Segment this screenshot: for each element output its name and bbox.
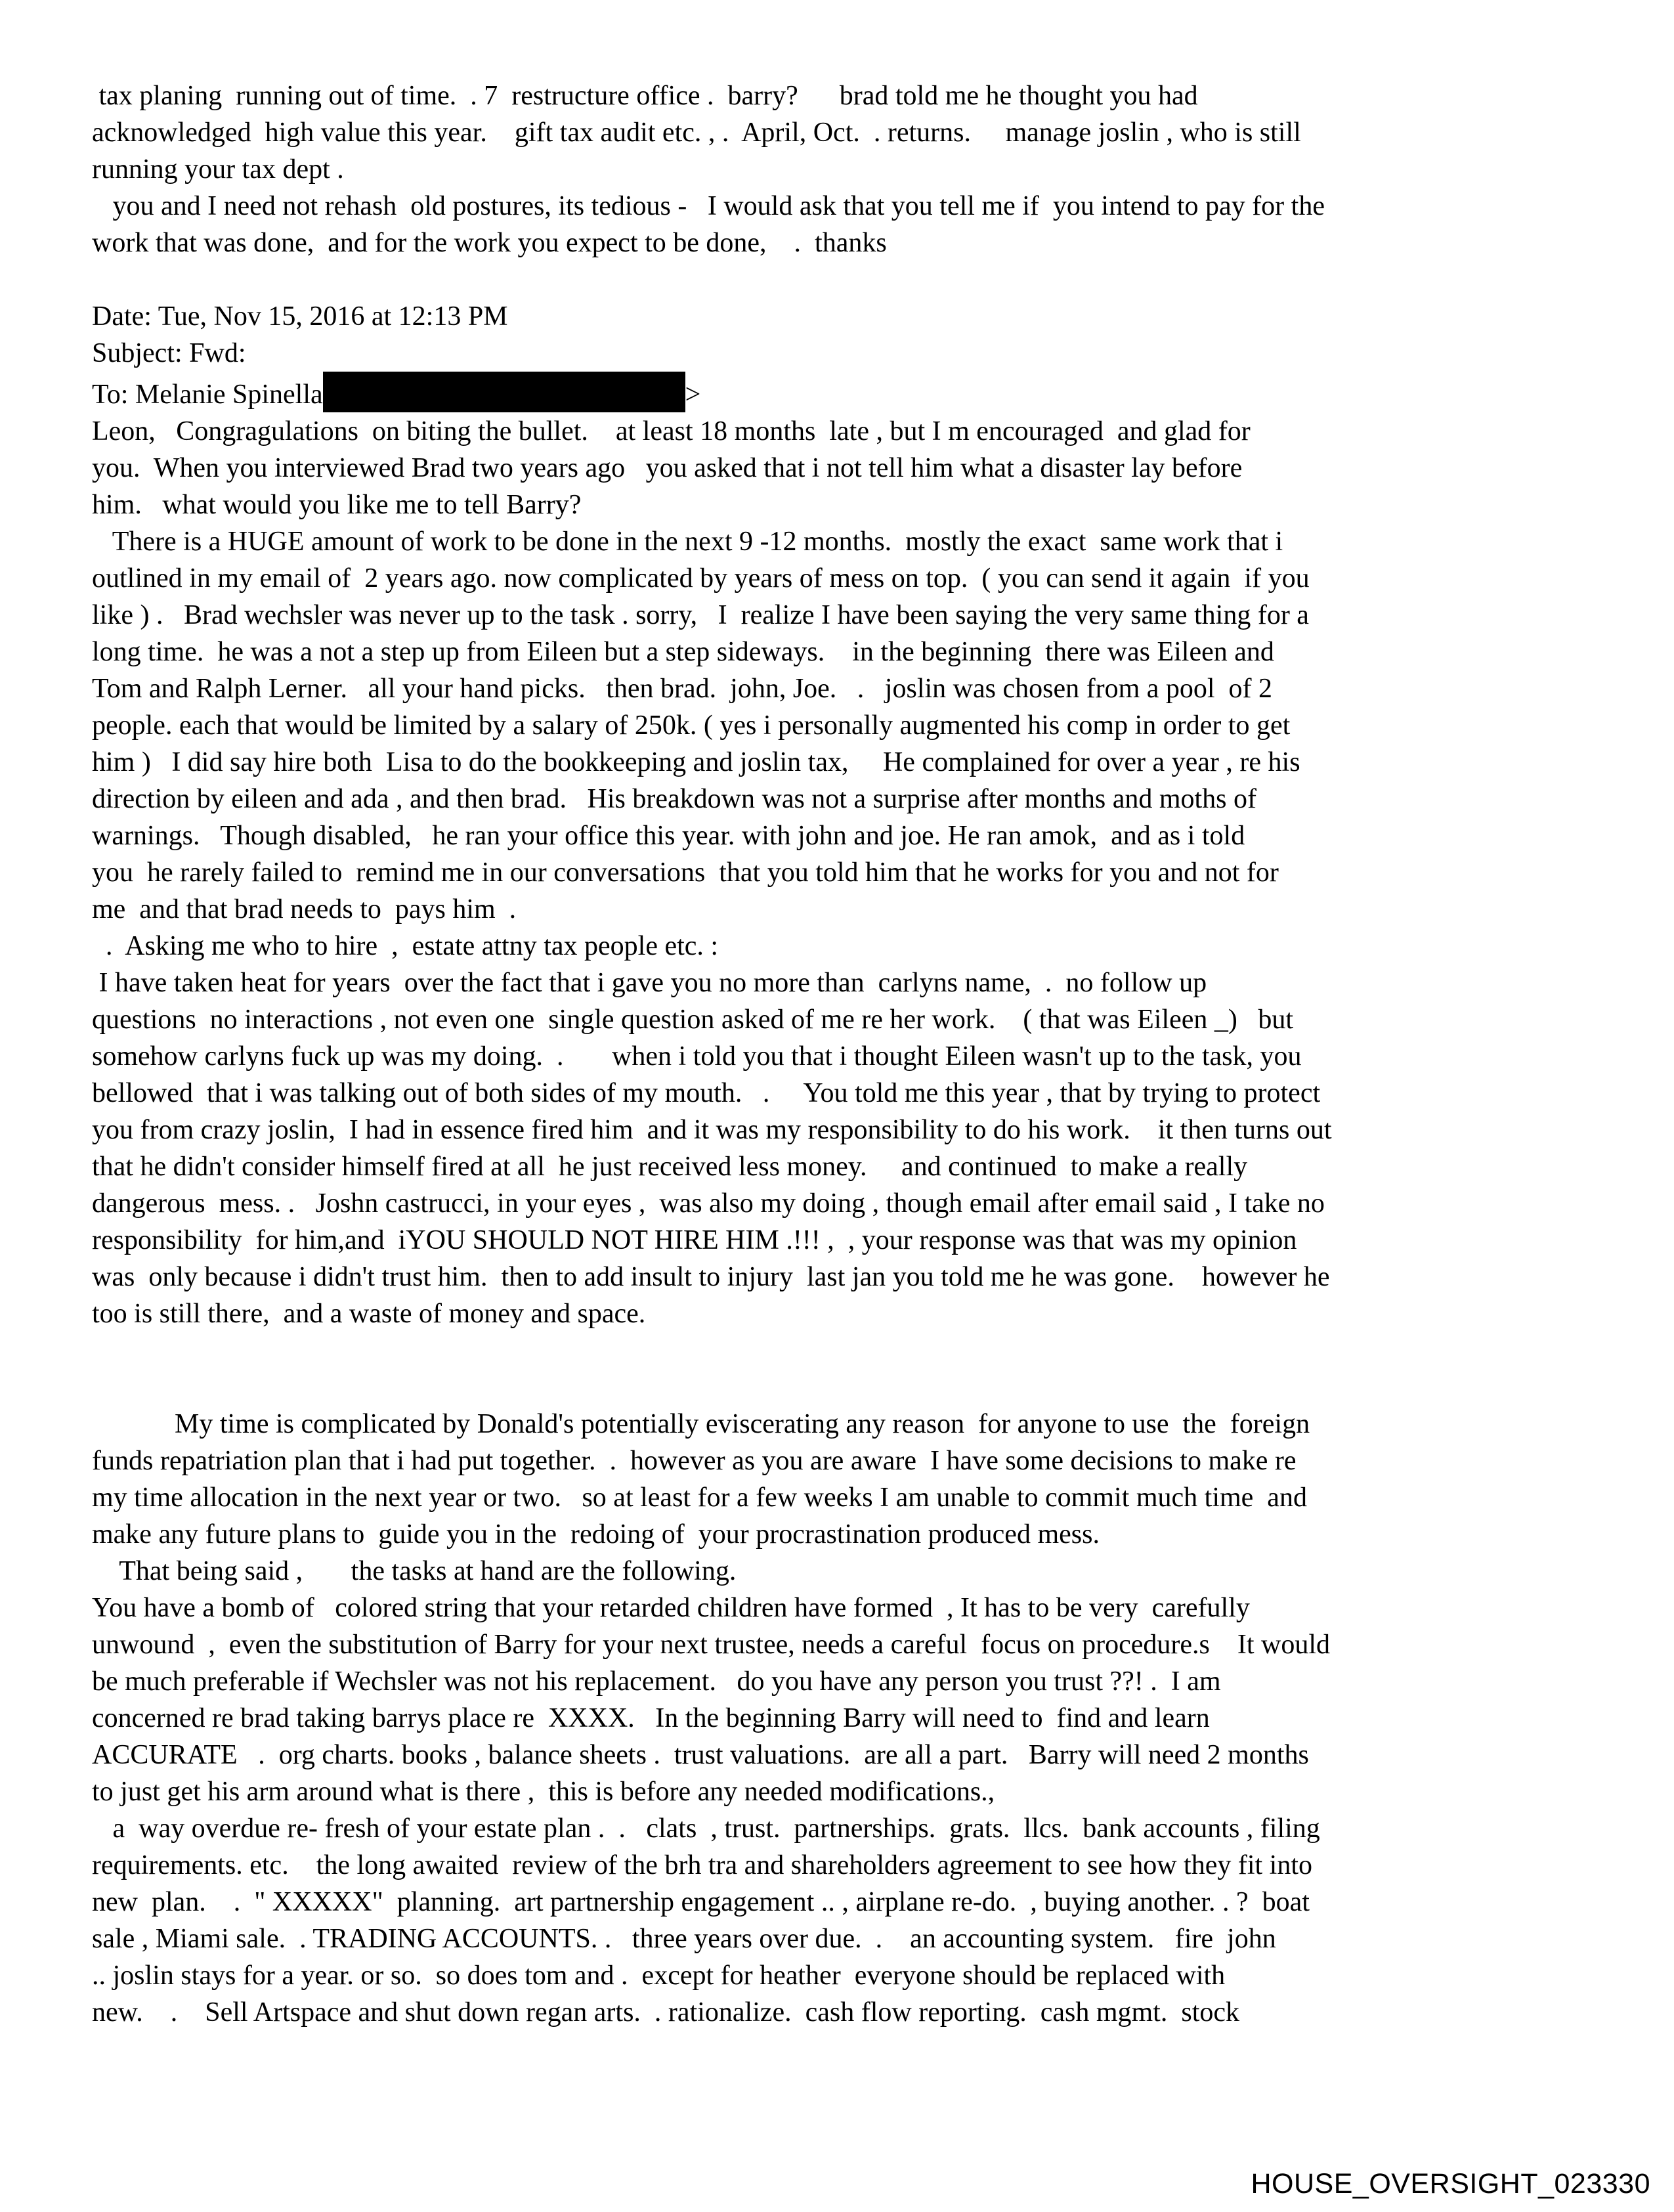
- email-line: unwound , even the substitution of Barry for your next trustee, needs a careful focus on procedure.s It would: [92, 1630, 1331, 1660]
- email-line: tax planing running out of time. . 7 restructure office . barry? brad told me he thought you had: [92, 81, 1198, 111]
- email-line: funds repatriation plan that i had put together. . however as you are aware I have some decisions to make re: [92, 1446, 1297, 1476]
- email-line: running your tax dept .: [92, 154, 344, 184]
- email-line: him ) I did say hire both Lisa to do the bookkeeping and joslin tax, He complained for over a year , re his: [92, 747, 1300, 777]
- bates-number: HOUSE_OVERSIGHT_023330: [1251, 2168, 1650, 2200]
- email-line: requirements. etc. the long awaited review of the brh tra and shareholders agreement to see how they fit into: [92, 1850, 1313, 1880]
- email-line: a way overdue re- fresh of your estate plan . . clats , trust. partnerships. grats. llcs. bank accounts , filing: [92, 1813, 1320, 1844]
- email-line: be much preferable if Wechsler was not his replacement. do you have any person you trust ??! . I am: [92, 1666, 1221, 1697]
- email-line: [92, 261, 1602, 298]
- email-line: My time is complicated by Donald's potentially eviscerating any reason for anyone to use the foreign: [92, 1409, 1310, 1439]
- email-line: . Asking me who to hire , estate attny tax people etc. :: [92, 931, 719, 961]
- email-line: [92, 1369, 1602, 1406]
- email-line: dangerous mess. . Joshn castrucci, in your eyes , was also my doing , though email after email said , I take no: [92, 1188, 1325, 1219]
- email-line: That being said , the tasks at hand are the following.: [92, 1556, 737, 1586]
- email-line: To: Melanie Spinella >: [92, 372, 1602, 413]
- email-line: Tom and Ralph Lerner. all your hand picks. then brad. john, Joe. . joslin was chosen from a pool of 2: [92, 674, 1273, 704]
- email-line: work that was done, and for the work you expect to be done, . thanks: [92, 228, 887, 258]
- email-line: somehow carlyns fuck up was my doing. . when i told you that i thought Eileen wasn't up to the task, you: [92, 1041, 1302, 1072]
- email-line: new plan. . " XXXXX" planning. art partnership engagement .. , airplane re-do. , buying another. . ? boat: [92, 1887, 1310, 1917]
- email-line: to just get his arm around what is there , this is before any needed modifications.,: [92, 1777, 995, 1807]
- email-body: [92, 77, 1602, 2031]
- email-line: my time allocation in the next year or two. so at least for a few weeks I am unable to commit much time and: [92, 1483, 1307, 1513]
- email-line: ACCURATE . org charts. books , balance sheets . trust valuations. are all a part. Barry will need 2 months: [92, 1740, 1309, 1770]
- email-line: responsibility for him,and iYOU SHOULD NOT HIRE HIM .!!! , , your response was that was my opinion: [92, 1225, 1297, 1255]
- email-line: new. . Sell Artspace and shut down regan arts. . rationalize. cash flow reporting. cash mgmt. stock: [92, 1997, 1240, 2028]
- email-line: bellowed that i was talking out of both sides of my mouth. . You told me this year , that by trying to protect: [92, 1078, 1321, 1108]
- email-line: [92, 1332, 1602, 1369]
- email-line: you he rarely failed to remind me in our conversations that you told him that he works for you and not for: [92, 857, 1279, 888]
- email-line: was only because i didn't trust him. then to add insult to injury last jan you told me he was gone. however he: [92, 1262, 1330, 1292]
- email-line: me and that brad needs to pays him .: [92, 894, 517, 924]
- email-line: outlined in my email of 2 years ago. now complicated by years of mess on top. ( you can send it again if you: [92, 563, 1310, 594]
- email-line: like ) . Brad wechsler was never up to the task . sorry, I realize I have been saying the very same thing for a: [92, 600, 1309, 630]
- redaction-box: [323, 372, 685, 412]
- email-line: Date: Tue, Nov 15, 2016 at 12:13 PM: [92, 301, 508, 332]
- email-line: him. what would you like me to tell Barry?: [92, 490, 582, 520]
- email-line: sale , Miami sale. . TRADING ACCOUNTS. . three years over due. . an accounting system. fire john: [92, 1924, 1276, 1954]
- email-line: There is a HUGE amount of work to be done in the next 9 -12 months. mostly the exact same work that i: [92, 527, 1283, 557]
- email-line: .. joslin stays for a year. or so. so does tom and . except for heather everyone should be replaced with: [92, 1961, 1226, 1991]
- email-line: concerned re brad taking barrys place re XXXX. In the beginning Barry will need to find and learn: [92, 1703, 1210, 1733]
- email-line: Leon, Congragulations on biting the bullet. at least 18 months late , but I m encouraged and glad for: [92, 416, 1251, 446]
- email-line: direction by eileen and ada , and then brad. His breakdown was not a surprise after months and moths of: [92, 784, 1257, 814]
- email-line: acknowledged high value this year. gift tax audit etc. , . April, Oct. . returns. manage joslin , who is still: [92, 118, 1301, 148]
- email-line: I have taken heat for years over the fact that i gave you no more than carlyns name, . no follow up: [92, 968, 1207, 998]
- email-line: Subject: Fwd:: [92, 338, 246, 368]
- email-line: warnings. Though disabled, he ran your office this year. with john and joe. He ran amok, and as i told: [92, 821, 1245, 851]
- email-line: that he didn't consider himself fired at all he just received less money. and continued to make a really: [92, 1152, 1248, 1182]
- email-line: questions no interactions , not even one single question asked of me re her work. ( that was Eileen _) but: [92, 1005, 1294, 1035]
- email-line: people. each that would be limited by a salary of 250k. ( yes i personally augmented his comp in order to get: [92, 710, 1291, 741]
- email-line: too is still there, and a waste of money and space.: [92, 1299, 646, 1329]
- email-line: you and I need not rehash old postures, its tedious - I would ask that you tell me if you intend to pay for the: [92, 191, 1325, 221]
- email-line: you from crazy joslin, I had in essence fired him and it was my responsibility to do his work. it then turns out: [92, 1115, 1332, 1145]
- email-line: You have a bomb of colored string that your retarded children have formed , It has to be very carefully: [92, 1593, 1250, 1623]
- email-line: you. When you interviewed Brad two years ago you asked that i not tell him what a disaster lay before: [92, 453, 1243, 483]
- email-line: make any future plans to guide you in the redoing of your procrastination produced mess.: [92, 1519, 1100, 1550]
- email-line: long time. he was a not a step up from Eileen but a step sideways. in the beginning there was Eileen and: [92, 637, 1274, 667]
